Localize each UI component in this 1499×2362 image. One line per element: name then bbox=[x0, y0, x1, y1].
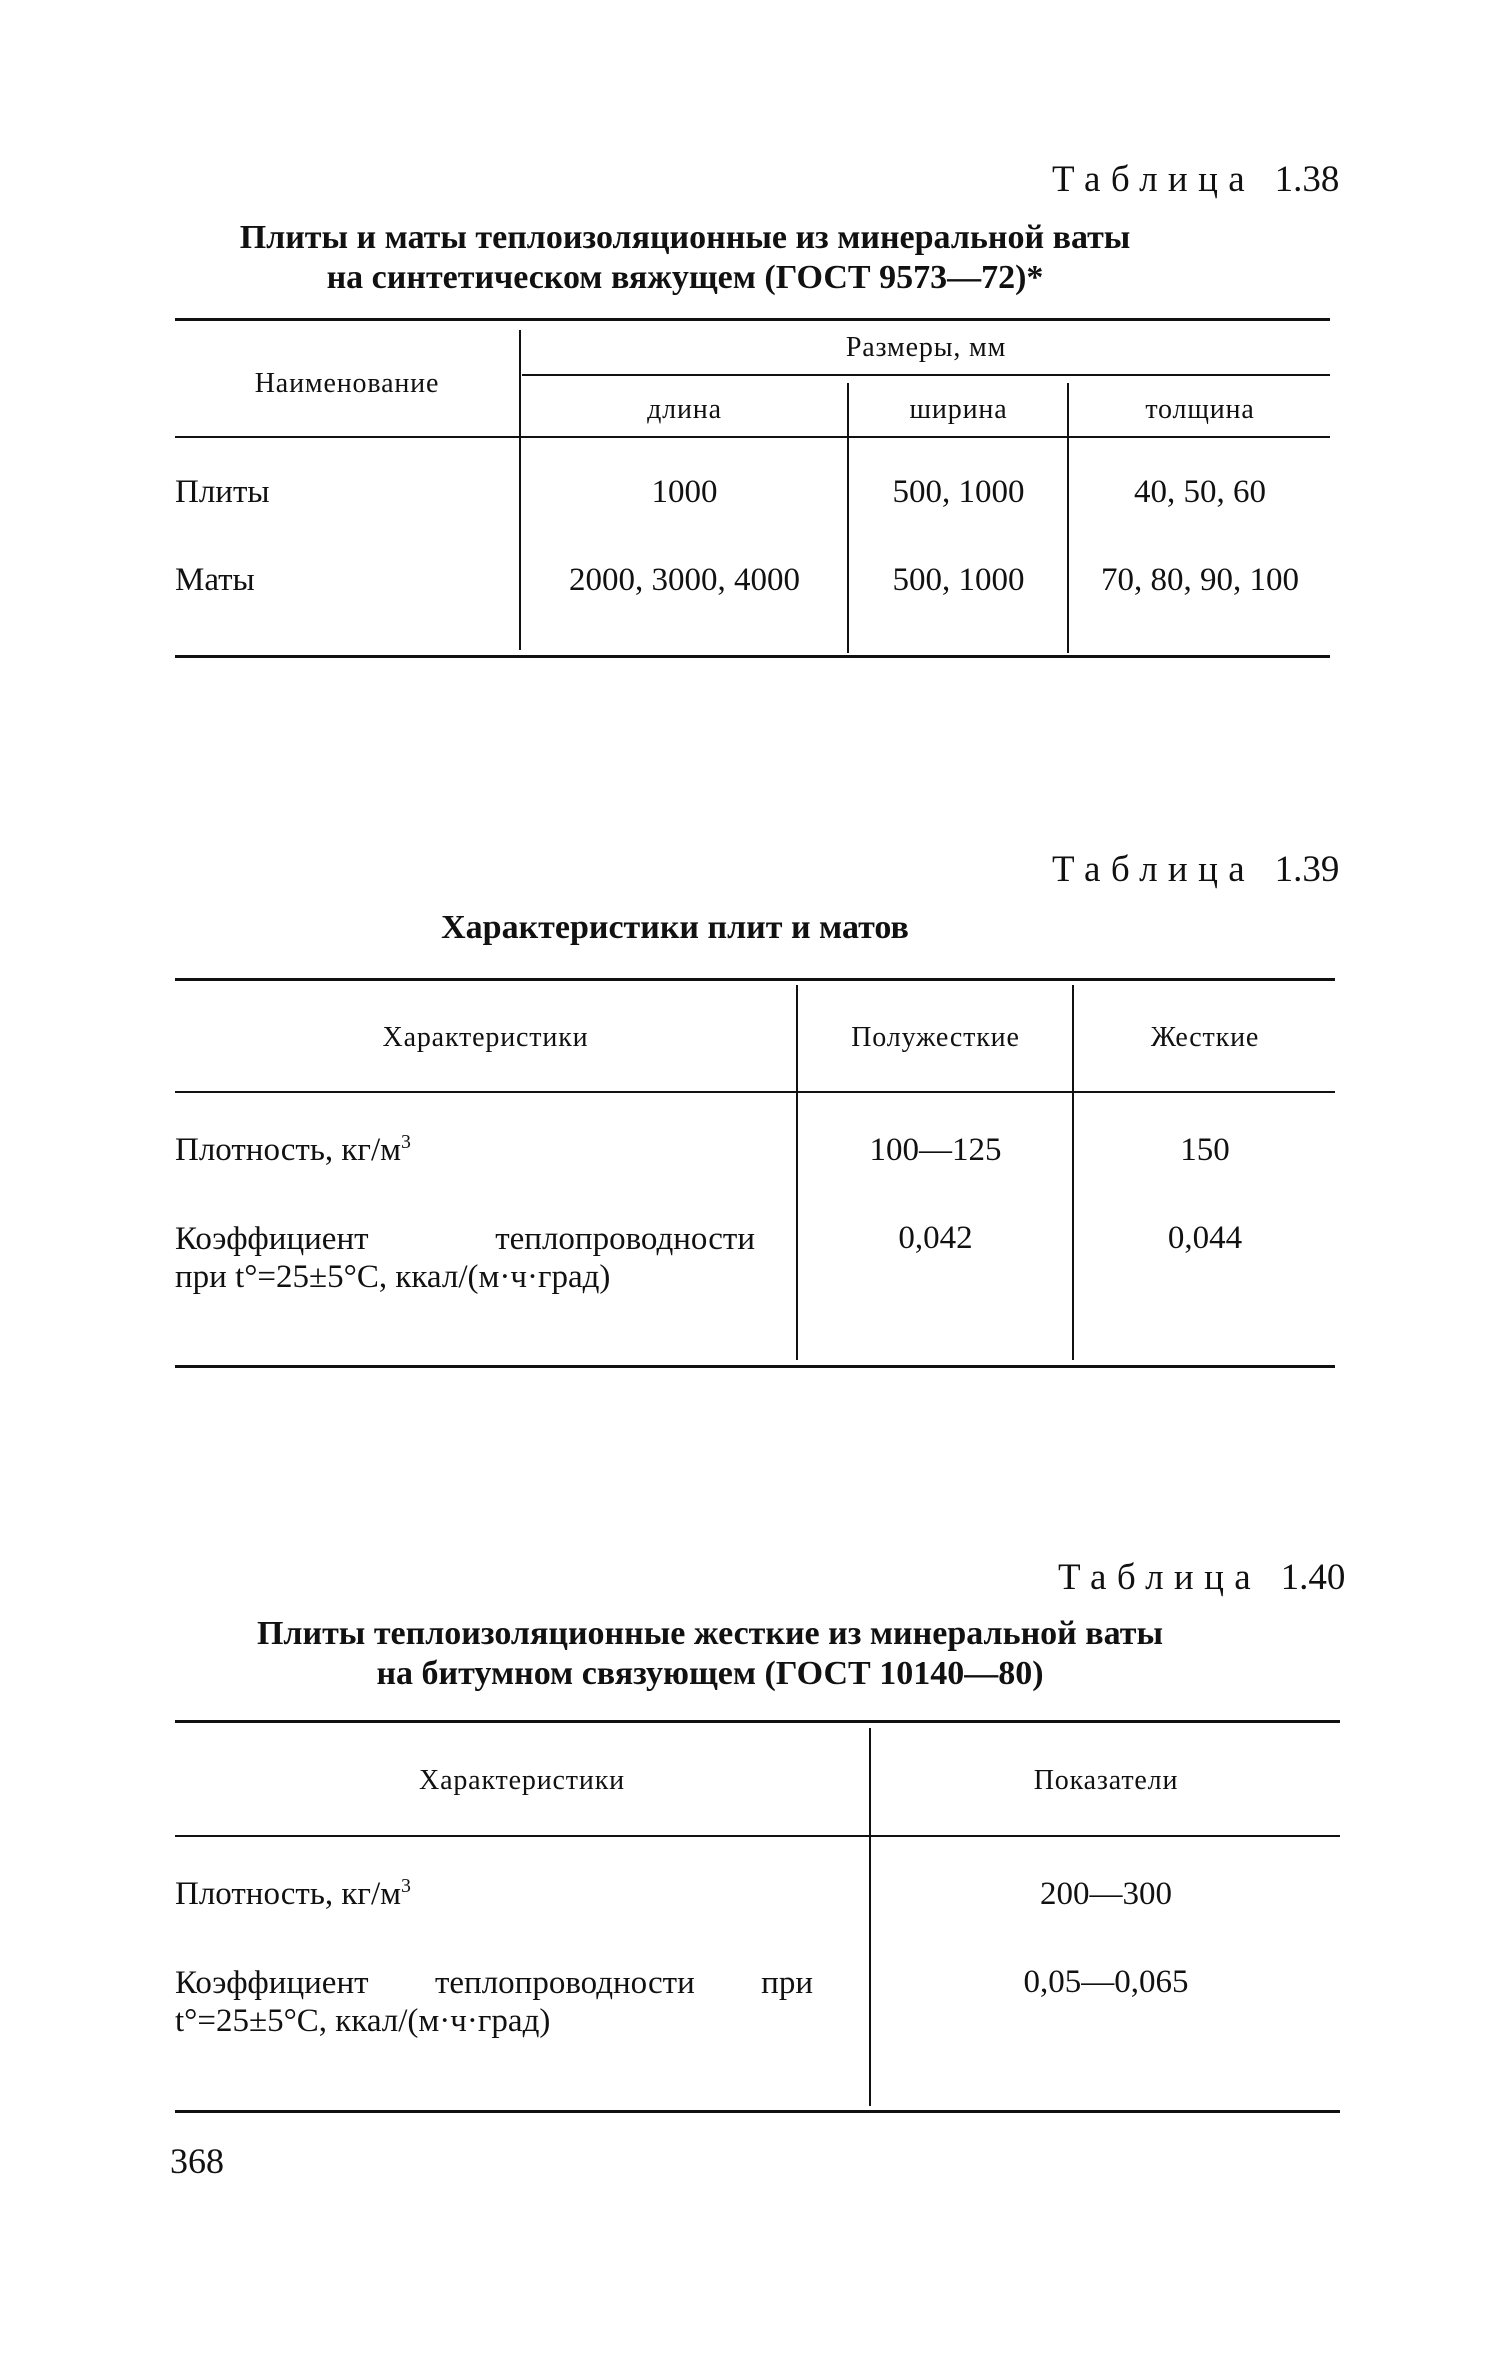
header-width: ширина bbox=[909, 394, 1008, 425]
table-label-1-40 bbox=[1058, 1556, 1345, 1599]
table-top-rule bbox=[175, 1720, 1340, 1723]
row-label-text: Плотность, кг/м bbox=[175, 1132, 402, 1168]
header-bottom-rule bbox=[175, 1091, 1335, 1093]
title-line: Характеристики плит и матов bbox=[441, 909, 909, 946]
table-label-number: 1.39 bbox=[1274, 849, 1340, 890]
column-divider bbox=[1072, 985, 1074, 1360]
column-divider bbox=[869, 1728, 871, 2106]
table-label-word: Таблица bbox=[1058, 1557, 1262, 1598]
title-line-2: на синтетическом вяжущем (ГОСТ 9573—72)* bbox=[326, 259, 1044, 296]
title-line-1: Плиты и маты теплоизоляционные из минеральной ваты bbox=[239, 219, 1131, 256]
table-label-number: 1.40 bbox=[1280, 1557, 1346, 1598]
table-label-number: 1.38 bbox=[1274, 159, 1340, 200]
header-characteristics: Характеристики bbox=[382, 1022, 589, 1053]
row-length: 2000, 3000, 4000 bbox=[569, 562, 800, 598]
page-number: 368 bbox=[170, 2141, 224, 2181]
table-title-1-40 bbox=[160, 1614, 1260, 1694]
title-line-2: на битумном связующем (ГОСТ 10140—80) bbox=[376, 1655, 1044, 1692]
table-bottom-rule bbox=[175, 655, 1330, 658]
row-thickness: 40, 50, 60 bbox=[1134, 474, 1266, 510]
row-length: 1000 bbox=[651, 474, 718, 510]
row-thickness: 70, 80, 90, 100 bbox=[1101, 562, 1299, 598]
table-title-1-39 bbox=[175, 908, 1175, 948]
row-label bbox=[175, 1220, 755, 1296]
superscript: 3 bbox=[401, 1131, 411, 1153]
header-bottom-rule bbox=[175, 436, 1330, 438]
column-divider bbox=[519, 330, 521, 650]
row-label-line-1: Коэффициент теплопроводности при bbox=[175, 1965, 813, 2001]
row-name: Маты bbox=[175, 562, 255, 598]
header-dimensions: Размеры, мм bbox=[845, 332, 1007, 363]
header-indicators: Показатели bbox=[1033, 1765, 1179, 1796]
row-label-text: Плотность, кг/м bbox=[175, 1876, 402, 1912]
table-bottom-rule bbox=[175, 1365, 1335, 1368]
table-label-1-39 bbox=[1052, 848, 1339, 891]
header-length: длина bbox=[647, 394, 722, 425]
table-label-1-38 bbox=[1052, 158, 1339, 201]
row-indicator: 0,05—0,065 bbox=[1023, 1964, 1189, 2000]
row-semi-rigid: 0,042 bbox=[898, 1220, 973, 1256]
column-divider bbox=[847, 383, 849, 653]
row-label bbox=[175, 1876, 411, 1913]
header-name: Наименование bbox=[254, 368, 440, 399]
table-label-word: Таблица bbox=[1052, 849, 1256, 890]
header-rigid: Жесткие bbox=[1150, 1022, 1260, 1053]
header-semi-rigid: Полужесткие bbox=[851, 1022, 1020, 1053]
table-top-rule bbox=[175, 318, 1330, 321]
row-label bbox=[175, 1132, 411, 1169]
row-name: Плиты bbox=[175, 474, 270, 510]
header-thickness: толщина bbox=[1145, 394, 1255, 425]
row-width: 500, 1000 bbox=[892, 562, 1025, 598]
header-bottom-rule bbox=[175, 1835, 1340, 1837]
table-title-1-38 bbox=[160, 218, 1210, 298]
row-semi-rigid: 100—125 bbox=[869, 1132, 1002, 1168]
header-characteristics: Характеристики bbox=[419, 1765, 625, 1796]
row-label bbox=[175, 1964, 813, 2040]
row-label-line-2: t°=25±5°С, ккал/(м·ч·град) bbox=[175, 2003, 551, 2039]
table-bottom-rule bbox=[175, 2110, 1340, 2113]
row-width: 500, 1000 bbox=[892, 474, 1025, 510]
table-top-rule bbox=[175, 978, 1335, 981]
row-label-line-1: Коэффициент теплопроводности bbox=[175, 1221, 755, 1257]
row-label-line-2: при t°=25±5°С, ккал/(м·ч·град) bbox=[175, 1259, 611, 1295]
header-group-rule bbox=[522, 374, 1330, 376]
row-rigid: 150 bbox=[1180, 1132, 1230, 1168]
row-indicator: 200—300 bbox=[1040, 1876, 1172, 1912]
row-rigid: 0,044 bbox=[1167, 1220, 1243, 1256]
superscript: 3 bbox=[401, 1875, 411, 1897]
column-divider bbox=[796, 985, 798, 1360]
title-line-1: Плиты теплоизоляционные жесткие из минеральной ваты bbox=[256, 1615, 1163, 1652]
column-divider bbox=[1067, 383, 1069, 653]
table-label-word: Таблица bbox=[1052, 159, 1256, 200]
